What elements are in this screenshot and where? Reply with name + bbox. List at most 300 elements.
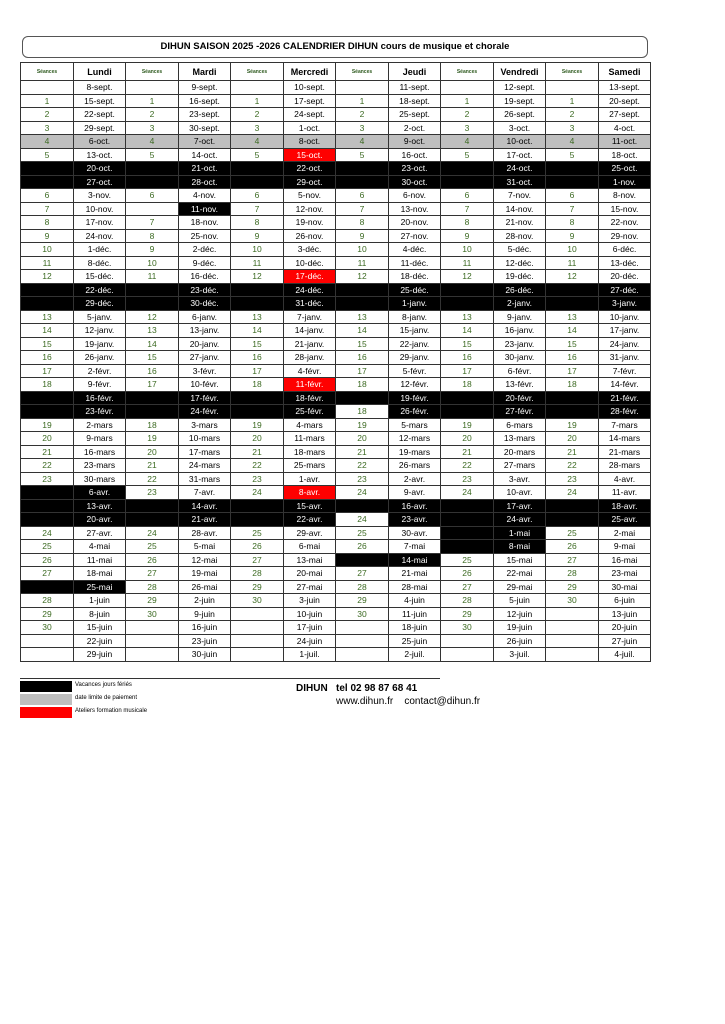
seance-cell: [441, 162, 494, 176]
seance-cell: [231, 607, 284, 621]
seance-cell: 5: [21, 148, 74, 162]
seance-cell: 25: [231, 526, 284, 540]
date-cell: 25-juin: [389, 634, 441, 648]
seance-cell: 8: [546, 216, 599, 230]
date-cell: 15-janv.: [389, 324, 441, 338]
date-cell: 8-nov.: [599, 189, 651, 203]
table-row: [21, 216, 651, 230]
date-cell: 30-mars: [74, 472, 126, 486]
date-cell: 24-janv.: [599, 337, 651, 351]
seance-cell: [441, 634, 494, 648]
date-cell: 12-janv.: [74, 324, 126, 338]
date-cell: 20-mai: [284, 567, 336, 581]
date-cell: 13-déc.: [599, 256, 651, 270]
date-cell: 16-oct.: [389, 148, 441, 162]
seance-cell: 10: [21, 243, 74, 257]
legend-swatch-workshops: [20, 707, 72, 718]
seance-cell: 17: [21, 364, 74, 378]
date-cell: 13-avr.: [74, 499, 126, 513]
header-row: [21, 63, 651, 81]
seance-cell: 13: [231, 310, 284, 324]
seance-cell: 15: [441, 337, 494, 351]
date-cell: 3-avr.: [494, 472, 546, 486]
seance-cell: 29: [126, 594, 179, 608]
seance-cell: 13: [336, 310, 389, 324]
date-cell: 2-mai: [599, 526, 651, 540]
date-cell: 20-sept.: [599, 94, 651, 108]
seance-cell: 4: [546, 135, 599, 149]
date-cell: 7-avr.: [179, 486, 231, 500]
seance-cell: 24: [231, 486, 284, 500]
date-cell: 18-juin: [389, 621, 441, 635]
table-row: [21, 162, 651, 176]
date-cell: 6-déc.: [599, 243, 651, 257]
date-cell: 20-juin: [599, 621, 651, 635]
seance-cell: 26: [126, 553, 179, 567]
date-cell: 13-sept.: [599, 81, 651, 95]
date-cell: 5-mai: [179, 540, 231, 554]
seance-cell: 5: [546, 148, 599, 162]
seance-cell: [336, 648, 389, 662]
date-cell: 25-sept.: [389, 108, 441, 122]
seance-cell: 8: [441, 216, 494, 230]
date-cell: 3-oct.: [494, 121, 546, 135]
seance-cell: 18: [441, 378, 494, 392]
seance-cell: [21, 580, 74, 594]
date-cell: 12-févr.: [389, 378, 441, 392]
seance-cell: [231, 648, 284, 662]
date-cell: 12-déc.: [494, 256, 546, 270]
date-cell: 27-févr.: [494, 405, 546, 419]
seance-cell: [21, 81, 74, 95]
seance-cell: 9: [336, 229, 389, 243]
seance-cell: 23: [546, 472, 599, 486]
date-cell: 3-déc.: [284, 243, 336, 257]
seance-cell: 6: [21, 189, 74, 203]
seance-cell: 19: [336, 418, 389, 432]
table-row: [21, 270, 651, 284]
seance-cell: 20: [126, 445, 179, 459]
seance-cell: 10: [126, 256, 179, 270]
date-cell: 16-mars: [74, 445, 126, 459]
seance-cell: [21, 405, 74, 419]
date-cell: 16-févr.: [74, 391, 126, 405]
date-cell: 10-oct.: [494, 135, 546, 149]
date-cell: 13-janv.: [179, 324, 231, 338]
seance-cell: [21, 634, 74, 648]
date-cell: 13-nov.: [389, 202, 441, 216]
date-cell: 2-avr.: [389, 472, 441, 486]
date-cell: 3-mars: [179, 418, 231, 432]
seance-cell: 3: [21, 121, 74, 135]
seance-cell: [441, 648, 494, 662]
seance-cell: 25: [126, 540, 179, 554]
date-cell: 29-mai: [494, 580, 546, 594]
date-cell: 26-juin: [494, 634, 546, 648]
seance-cell: 16: [336, 351, 389, 365]
date-cell: 17-mars: [179, 445, 231, 459]
seance-cell: 22: [126, 472, 179, 486]
seance-cell: [21, 648, 74, 662]
seance-cell: 15: [231, 337, 284, 351]
seance-cell: [126, 81, 179, 95]
seance-cell: 25: [21, 540, 74, 554]
seance-cell: 12: [546, 270, 599, 284]
seance-cell: 27: [441, 580, 494, 594]
seance-cell: 20: [21, 432, 74, 446]
seance-cell: [21, 283, 74, 297]
seance-cell: 5: [126, 148, 179, 162]
seance-cell: [126, 175, 179, 189]
table-row: [21, 540, 651, 554]
date-cell: 26-nov.: [284, 229, 336, 243]
seance-cell: 9: [231, 229, 284, 243]
date-cell: 10-juin: [284, 607, 336, 621]
seance-cell: [336, 283, 389, 297]
seance-cell: [231, 405, 284, 419]
date-cell: 28-févr.: [599, 405, 651, 419]
seance-cell: 18: [336, 378, 389, 392]
day-header: Vendredi: [494, 63, 546, 81]
seance-cell: 11: [336, 256, 389, 270]
date-cell: 31-mars: [179, 472, 231, 486]
table-row: [21, 499, 651, 513]
seance-cell: 26: [21, 553, 74, 567]
seance-cell: 16: [546, 351, 599, 365]
date-cell: 9-mai: [599, 540, 651, 554]
seance-cell: 26: [546, 540, 599, 554]
seance-cell: [336, 175, 389, 189]
date-cell: 16-sept.: [179, 94, 231, 108]
date-cell: 16-déc.: [179, 270, 231, 284]
seance-cell: 7: [336, 202, 389, 216]
seance-cell: 8: [21, 216, 74, 230]
date-cell: 5-mars: [389, 418, 441, 432]
seance-cell: 1: [231, 94, 284, 108]
table-row: [21, 391, 651, 405]
date-cell: 19-mai: [179, 567, 231, 581]
table-row: [21, 108, 651, 122]
date-cell: 26-mars: [389, 459, 441, 473]
date-cell: 17-oct.: [494, 148, 546, 162]
seance-cell: [441, 405, 494, 419]
seance-cell: 20: [231, 432, 284, 446]
date-cell: 30-juin: [179, 648, 231, 662]
table-row: [21, 121, 651, 135]
date-cell: 22-avr.: [284, 513, 336, 527]
date-cell: 26-mai: [179, 580, 231, 594]
legend-swatch-holidays: [20, 681, 72, 692]
date-cell: 26-déc.: [494, 283, 546, 297]
date-cell: 31-déc.: [284, 297, 336, 311]
table-row: [21, 94, 651, 108]
seance-cell: 24: [546, 486, 599, 500]
seance-cell: 12: [21, 270, 74, 284]
date-cell: 30-mai: [599, 580, 651, 594]
seance-cell: [126, 162, 179, 176]
date-cell: 18-avr.: [599, 499, 651, 513]
seance-cell: 24: [336, 513, 389, 527]
seance-cell: 21: [441, 445, 494, 459]
date-cell: 16-mai: [599, 553, 651, 567]
seance-cell: 8: [126, 229, 179, 243]
date-cell: 28-avr.: [179, 526, 231, 540]
seance-cell: 14: [21, 324, 74, 338]
date-cell: 7-janv.: [284, 310, 336, 324]
date-cell: 26-févr.: [389, 405, 441, 419]
date-cell: 5-juin: [494, 594, 546, 608]
date-cell: 22-sept.: [74, 108, 126, 122]
date-cell: 10-janv.: [599, 310, 651, 324]
seance-cell: 18: [21, 378, 74, 392]
date-cell: 4-oct.: [599, 121, 651, 135]
date-cell: 6-mai: [284, 540, 336, 554]
seance-cell: 14: [336, 324, 389, 338]
date-cell: 23-oct.: [389, 162, 441, 176]
date-cell: 1-mai: [494, 526, 546, 540]
date-cell: 29-juin: [74, 648, 126, 662]
date-cell: 11-juin: [389, 607, 441, 621]
seance-cell: 25: [441, 553, 494, 567]
date-cell: 3-févr.: [179, 364, 231, 378]
date-cell: 21-janv.: [284, 337, 336, 351]
date-cell: 7-oct.: [179, 135, 231, 149]
seance-cell: 26: [441, 567, 494, 581]
date-cell: 10-déc.: [284, 256, 336, 270]
seance-cell: 1: [441, 94, 494, 108]
table-row: [21, 607, 651, 621]
date-cell: 19-janv.: [74, 337, 126, 351]
seance-cell: 14: [546, 324, 599, 338]
date-cell: 16-janv.: [494, 324, 546, 338]
date-cell: 11-déc.: [389, 256, 441, 270]
seance-cell: 24: [21, 526, 74, 540]
date-cell: 2-janv.: [494, 297, 546, 311]
date-cell: 25-oct.: [599, 162, 651, 176]
seance-cell: 12: [441, 270, 494, 284]
seance-cell: [441, 81, 494, 95]
seance-cell: 4: [126, 135, 179, 149]
date-cell: 24-mars: [179, 459, 231, 473]
date-cell: 25-avr.: [599, 513, 651, 527]
date-cell: 4-nov.: [179, 189, 231, 203]
date-cell: 18-mai: [74, 567, 126, 581]
date-cell: 8-mai: [494, 540, 546, 554]
table-row: [21, 337, 651, 351]
seance-cell: [546, 81, 599, 95]
seance-cell: 2: [336, 108, 389, 122]
seance-cell: 29: [336, 594, 389, 608]
seance-cell: 3: [126, 121, 179, 135]
date-cell: 28-mai: [389, 580, 441, 594]
date-cell: 25-déc.: [389, 283, 441, 297]
date-cell: 23-juin: [179, 634, 231, 648]
seance-cell: 12: [231, 270, 284, 284]
seance-cell: [441, 499, 494, 513]
seance-cell: 4: [21, 135, 74, 149]
seance-cell: 6: [126, 189, 179, 203]
seance-cell: 1: [126, 94, 179, 108]
date-cell: 1-juil.: [284, 648, 336, 662]
date-cell: 30-oct.: [389, 175, 441, 189]
seance-cell: 11: [231, 256, 284, 270]
date-cell: 21-nov.: [494, 216, 546, 230]
date-cell: 10-nov.: [74, 202, 126, 216]
seance-cell: 19: [441, 418, 494, 432]
date-cell: 13-mars: [494, 432, 546, 446]
seance-cell: [21, 486, 74, 500]
date-cell: 11-mai: [74, 553, 126, 567]
contact-block: [296, 682, 480, 708]
seance-cell: 30: [441, 621, 494, 635]
seance-cell: 18: [336, 405, 389, 419]
date-cell: 11-févr.: [284, 378, 336, 392]
seance-cell: [126, 513, 179, 527]
seance-cell: 6: [441, 189, 494, 203]
seance-cell: 1: [546, 94, 599, 108]
date-cell: 11-mars: [284, 432, 336, 446]
seance-cell: 2: [546, 108, 599, 122]
date-cell: 8-déc.: [74, 256, 126, 270]
seance-cell: [126, 297, 179, 311]
seance-cell: [441, 391, 494, 405]
date-cell: 22-janv.: [389, 337, 441, 351]
seance-cell: [126, 621, 179, 635]
seance-cell: 23: [336, 472, 389, 486]
table-row: [21, 445, 651, 459]
seance-cell: [546, 634, 599, 648]
seance-cell: 29: [21, 607, 74, 621]
seance-cell: [126, 202, 179, 216]
seance-cell: [21, 175, 74, 189]
seance-cell: [546, 297, 599, 311]
date-cell: 4-mai: [74, 540, 126, 554]
seance-cell: 14: [231, 324, 284, 338]
seance-cell: 29: [546, 580, 599, 594]
date-cell: 26-janv.: [74, 351, 126, 365]
date-cell: 4-déc.: [389, 243, 441, 257]
seance-cell: 24: [126, 526, 179, 540]
date-cell: 11-sept.: [389, 81, 441, 95]
date-cell: 3-juil.: [494, 648, 546, 662]
date-cell: 30-janv.: [494, 351, 546, 365]
seance-cell: 23: [441, 472, 494, 486]
seance-cell: 2: [126, 108, 179, 122]
seance-cell: [546, 162, 599, 176]
seance-cell: [231, 81, 284, 95]
table-row: [21, 202, 651, 216]
seance-cell: 7: [231, 202, 284, 216]
seance-cell: [231, 499, 284, 513]
date-cell: 7-nov.: [494, 189, 546, 203]
date-cell: 3-nov.: [74, 189, 126, 203]
date-cell: 8-oct.: [284, 135, 336, 149]
date-cell: 14-févr.: [599, 378, 651, 392]
seance-cell: 27: [21, 567, 74, 581]
seance-cell: 17: [441, 364, 494, 378]
seance-cell: 19: [231, 418, 284, 432]
legend-label-workshops: Ateliers formation musicale: [75, 708, 148, 714]
seance-cell: 9: [126, 243, 179, 257]
seance-cell: 13: [546, 310, 599, 324]
day-header: Mardi: [179, 63, 231, 81]
seance-cell: 28: [231, 567, 284, 581]
table-row: [21, 283, 651, 297]
date-cell: 27-avr.: [74, 526, 126, 540]
date-cell: 5-déc.: [494, 243, 546, 257]
page-title: DIHUN SAISON 2025 -2026 CALENDRIER DIHUN cours de musique et chorale: [22, 36, 648, 58]
date-cell: 28-janv.: [284, 351, 336, 365]
date-cell: 4-juil.: [599, 648, 651, 662]
seance-cell: 21: [126, 459, 179, 473]
date-cell: 15-oct.: [284, 148, 336, 162]
date-cell: 27-janv.: [179, 351, 231, 365]
seance-cell: 18: [546, 378, 599, 392]
table-row: [21, 364, 651, 378]
date-cell: 27-déc.: [599, 283, 651, 297]
seance-cell: 16: [231, 351, 284, 365]
seance-cell: 18: [231, 378, 284, 392]
date-cell: 1-avr.: [284, 472, 336, 486]
table-row: [21, 351, 651, 365]
date-cell: 9-déc.: [179, 256, 231, 270]
seance-cell: [336, 391, 389, 405]
contact-website[interactable]: www.dihun.fr: [336, 696, 394, 707]
date-cell: 11-oct.: [599, 135, 651, 149]
legend-label-holidays: Vacances jours fériés: [75, 682, 132, 688]
seance-cell: 22: [546, 459, 599, 473]
seance-cell: 7: [546, 202, 599, 216]
seance-cell: 28: [336, 580, 389, 594]
date-cell: 1-juin: [74, 594, 126, 608]
date-cell: 6-janv.: [179, 310, 231, 324]
date-cell: 24-juin: [284, 634, 336, 648]
date-cell: 28-nov.: [494, 229, 546, 243]
date-cell: 14-avr.: [179, 499, 231, 513]
date-cell: 15-mai: [494, 553, 546, 567]
seance-cell: 10: [231, 243, 284, 257]
seance-cell: 21: [231, 445, 284, 459]
seance-cell: 4: [231, 135, 284, 149]
seance-cell: [231, 621, 284, 635]
contact-email[interactable]: contact@dihun.fr: [404, 696, 481, 707]
date-cell: 19-sept.: [494, 94, 546, 108]
date-cell: 24-sept.: [284, 108, 336, 122]
date-cell: 4-févr.: [284, 364, 336, 378]
table-row: [21, 472, 651, 486]
seance-cell: 29: [231, 580, 284, 594]
date-cell: 29-janv.: [389, 351, 441, 365]
table-row: [21, 243, 651, 257]
date-cell: 6-mars: [494, 418, 546, 432]
date-cell: 30-déc.: [179, 297, 231, 311]
seance-cell: 2: [231, 108, 284, 122]
date-cell: 20-mars: [494, 445, 546, 459]
date-cell: 23-avr.: [389, 513, 441, 527]
date-cell: 14-mars: [599, 432, 651, 446]
date-cell: 2-févr.: [74, 364, 126, 378]
date-cell: 6-nov.: [389, 189, 441, 203]
date-cell: 14-janv.: [284, 324, 336, 338]
seance-cell: 30: [126, 607, 179, 621]
seance-cell: 12: [126, 310, 179, 324]
date-cell: 27-mai: [284, 580, 336, 594]
date-cell: 23-déc.: [179, 283, 231, 297]
date-cell: 12-sept.: [494, 81, 546, 95]
date-cell: 9-juin: [179, 607, 231, 621]
seance-cell: 5: [231, 148, 284, 162]
date-cell: 23-sept.: [179, 108, 231, 122]
